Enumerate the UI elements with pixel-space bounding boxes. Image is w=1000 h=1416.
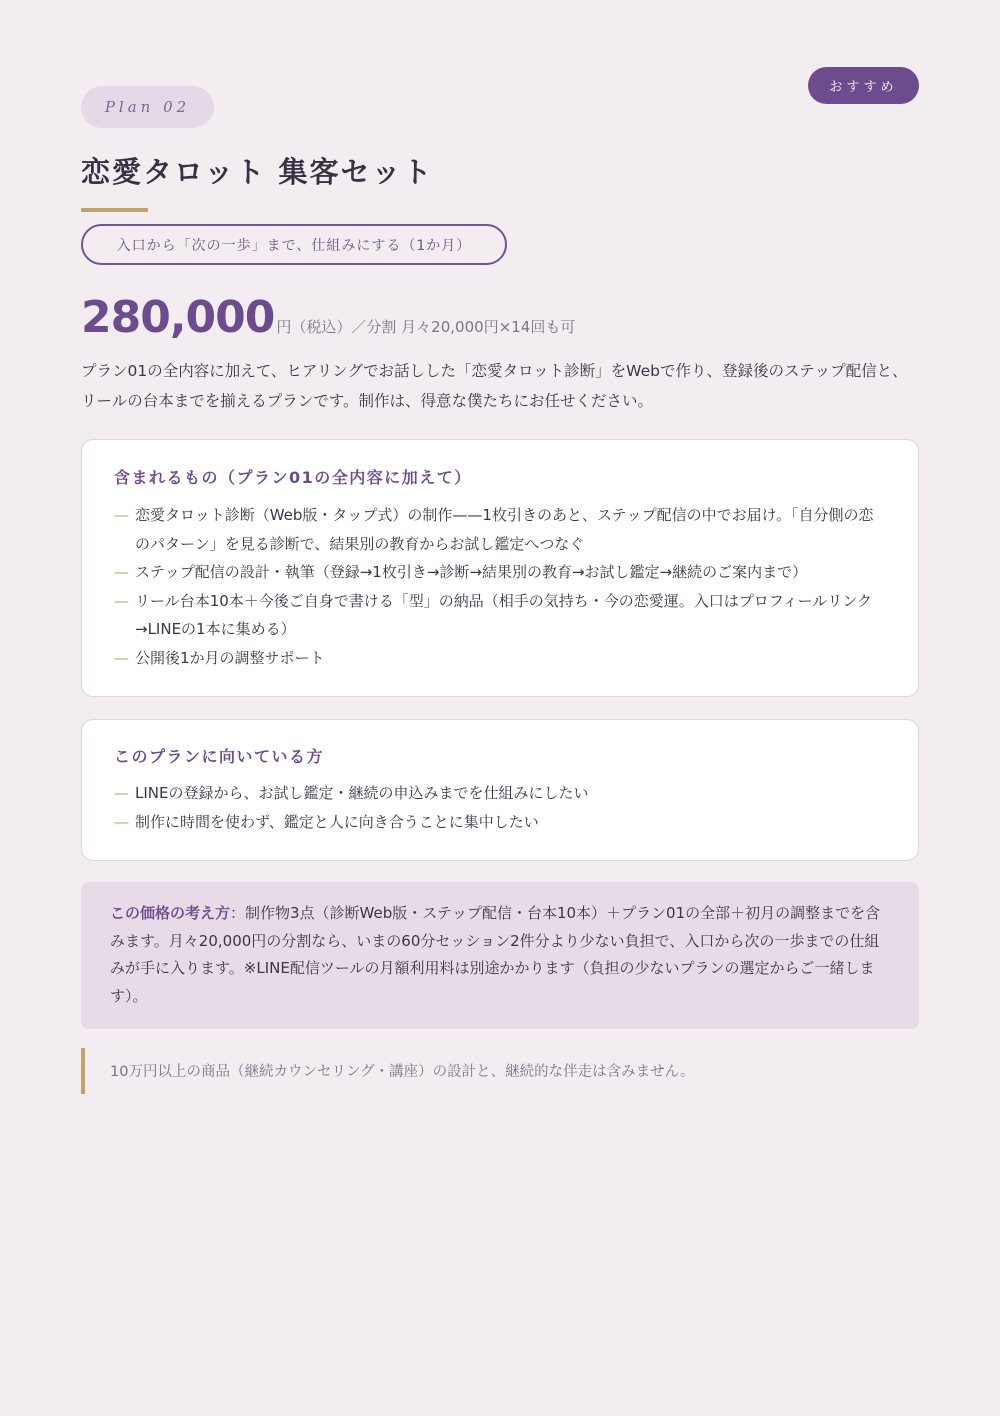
pricing-note-label: この価格の考え方 [110, 904, 231, 922]
list-item: — LINEの登録から、お試し鑑定・継続の申込みまでを仕組みにしたい [114, 779, 884, 808]
list-marker: — [114, 784, 129, 802]
plan-label: Plan 02 [81, 86, 214, 128]
suited-list [114, 779, 884, 836]
includes-list [114, 501, 884, 672]
list-marker: — [114, 506, 129, 524]
price-amount: 280,000 [81, 292, 275, 343]
list-item: — ステップ配信の設計・執筆（登録→1枚引き→診断→結果別の教育→お試し鑑定→継続のご案内まで） [114, 558, 884, 587]
plan-page [81, 0, 919, 1416]
suited-card [81, 719, 919, 861]
list-marker: — [114, 812, 129, 831]
pricing-note [110, 900, 892, 1010]
list-marker: — [114, 591, 129, 610]
pricing-note-text: ：制作物3点（診断Web版・ステップ配信・台本10本）＋プラン01の全部＋初月の調整までを含みます。月々20,000円の分割なら、いまの60分セッション2件分より少ない負担で、入口から次の一歩までの仕組みが手に入ります。※LINE配信ツールの月額利用料は別途かかります（負担の少ないプランの選定からご一緒します）。 [110, 904, 881, 1005]
price-row [81, 292, 575, 348]
list-item: — 公開後1か月の調整サポート [114, 644, 884, 673]
includes-card [81, 439, 919, 697]
disclaimer [81, 1048, 865, 1094]
recommended-badge: おすすめ [808, 67, 919, 104]
list-item: — リール台本10本＋今後ご自身で書ける「型」の納品（相手の気持ち・今の恋愛運。入口はプロフィールリンク→LINEの1本に集める） [114, 587, 884, 644]
pricing-note-box [81, 882, 919, 1029]
list-marker: — [114, 563, 129, 581]
plan-title: 恋愛タロット 集客セット [81, 155, 434, 189]
list-item: — 制作に時間を使わず、鑑定と人に向き合うことに集中したい [114, 808, 884, 837]
suited-heading: このプランに向いている方 [114, 747, 325, 766]
plan-intro: プラン01の全内容に加えて、ヒアリングでお話しした「恋愛タロット診断」をWebで作り、登録後のステップ配信と、リールの台本までを揃えるプランです。制作は、得意な僕たちにお任せください。 [81, 362, 908, 410]
list-marker: — [114, 648, 129, 667]
disclaimer-text: 10万円以上の商品（継続カウンセリング・講座）の設計と、継続的な伴走は含みません。 [110, 1064, 695, 1080]
price-note: 円（税込）／分割 月々20,000円×14回も可 [276, 318, 576, 336]
list-item: — 恋愛タロット診断（Web版・タップ式）の制作——1枚引きのあと、ステップ配信の中でお届け。「自分側の恋のパターン」を見る診断で、結果別の教育からお試し鑑定へつなぐ [114, 501, 884, 558]
title-underline [81, 208, 148, 212]
includes-heading: 含まれるもの（プラン01の全内容に加えて） [114, 468, 472, 487]
plan-subtitle: 入口から「次の一歩」まで、仕組みにする（1か月） [81, 224, 507, 265]
